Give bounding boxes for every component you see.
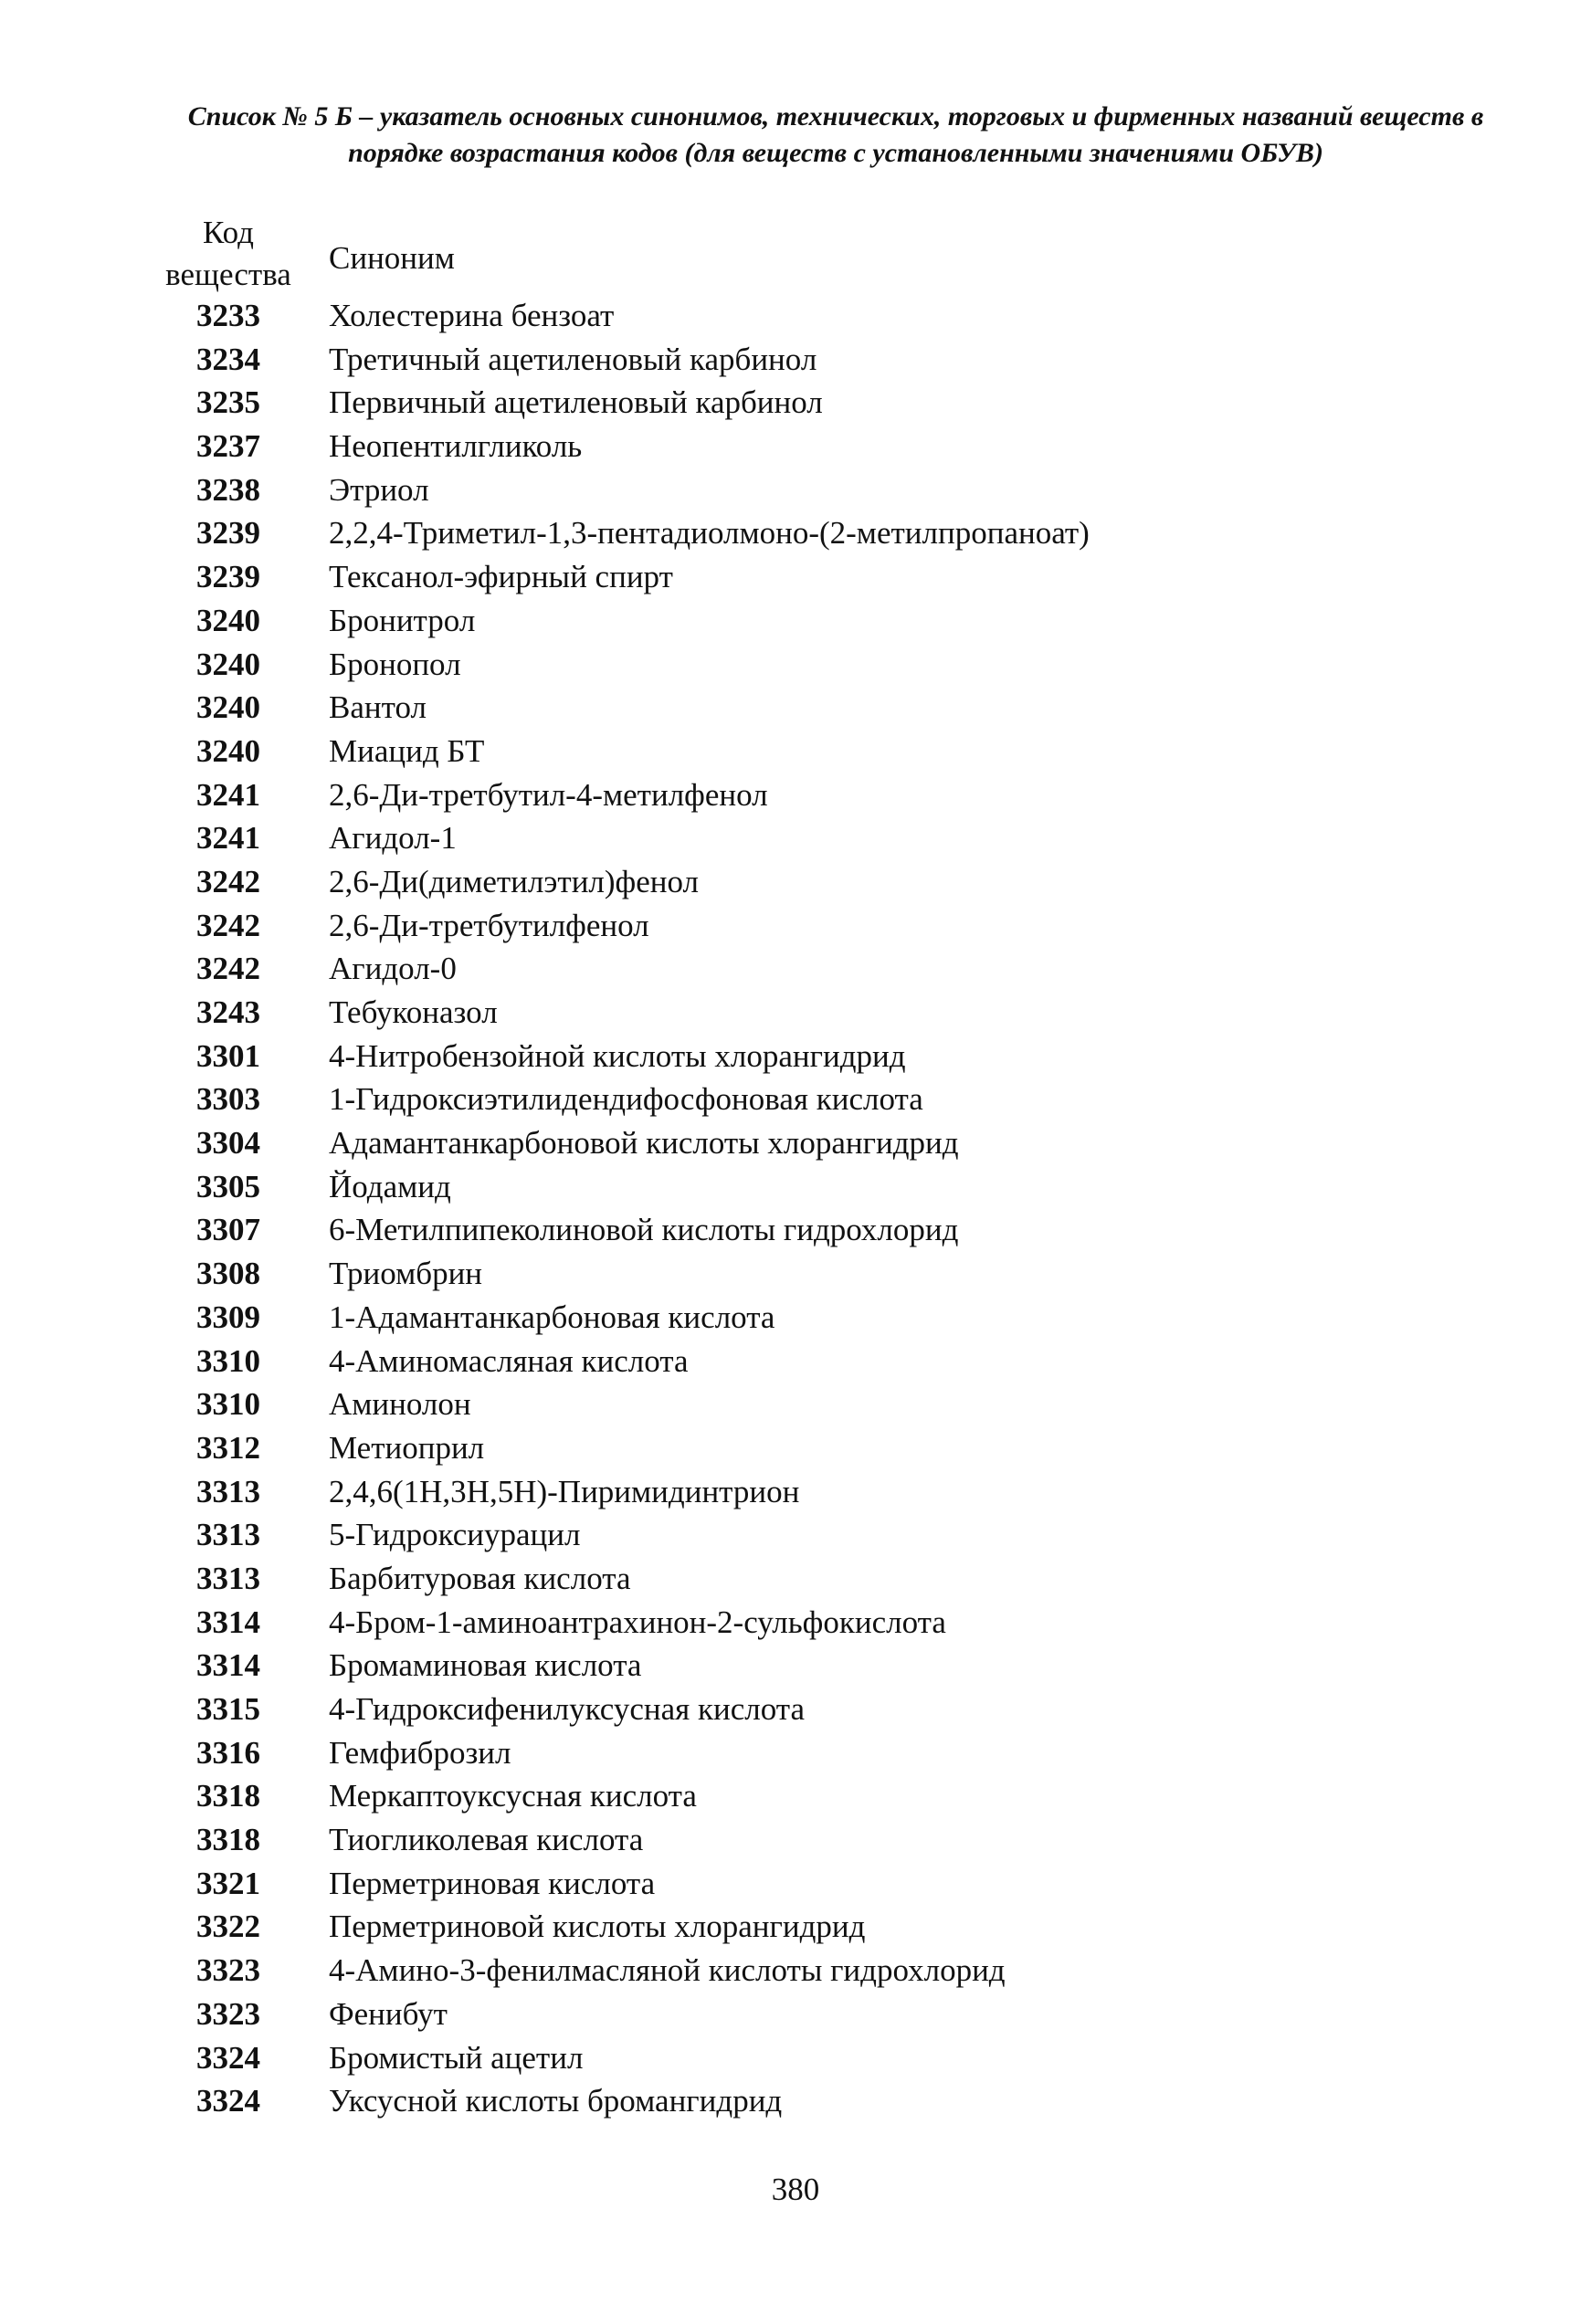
substance-code: 3242	[196, 863, 260, 899]
table-row	[137, 733, 1416, 777]
table-row	[137, 647, 1416, 690]
table-row	[137, 2083, 1416, 2127]
table-row	[137, 1081, 1416, 1125]
page-title	[137, 99, 1534, 172]
table-row	[137, 1212, 1416, 1256]
synonym-name: Бромистый ацетил	[329, 2039, 584, 2076]
synonym-name: Миацид БТ	[329, 732, 485, 769]
table-row	[137, 1952, 1416, 1996]
synonym-name: Аминолон	[329, 1386, 471, 1423]
synonym-name: 2,6-Ди(диметилэтил)фенол	[329, 863, 699, 899]
synonym-name: Первичный ацетиленовый карбинол	[329, 384, 823, 421]
synonym-name: Фенибут	[329, 1995, 448, 2032]
substance-code: 3318	[196, 1778, 260, 1814]
synonym-name: 4-Нитробензойной кислоты хлорангидрид	[329, 1037, 906, 1074]
table-row	[137, 1735, 1416, 1779]
substance-code: 3240	[196, 646, 260, 682]
table-row	[137, 994, 1416, 1038]
table-row	[137, 689, 1416, 733]
synonym-name: 2,6-Ди-третбутилфенол	[329, 907, 649, 943]
table-row	[137, 1430, 1416, 1474]
synonym-name: 2,4,6(1H,3H,5H)-Пиримидинтрион	[329, 1473, 800, 1509]
synonym-name: 4-Амино-3-фенилмасляной кислоты гидрохлорид	[329, 1952, 1006, 1989]
synonym-name: Тиогликолевая кислота	[329, 1822, 644, 1858]
table-row	[137, 603, 1416, 647]
synonym-name: 4-Бром-1-аминоантрахинон-2-сульфокислота	[329, 1604, 946, 1640]
substance-code: 3314	[196, 1604, 260, 1640]
table-row	[137, 384, 1416, 428]
substance-code: 3308	[196, 1256, 260, 1292]
table-row	[137, 1866, 1416, 1909]
substance-code: 3321	[196, 1865, 260, 1901]
synonym-name: Тебуконазол	[329, 994, 498, 1030]
synonym-name: Тексанол-эфирный спирт	[329, 559, 673, 595]
synonym-name: Бронитрол	[329, 602, 476, 638]
synonym-name: 1-Адамантанкарбоновая кислота	[329, 1299, 775, 1335]
substance-code: 3324	[196, 2039, 260, 2076]
synonym-name: Адамантанкарбоновой кислоты хлорангидрид	[329, 1125, 959, 1162]
substance-code: 3316	[196, 1734, 260, 1771]
table-row	[137, 298, 1416, 342]
table-row	[137, 1561, 1416, 1604]
synonym-name: Перметриновая кислота	[329, 1865, 656, 1901]
synonym-name: Перметриновой кислоты хлорангидрид	[329, 1909, 866, 1945]
substance-code: 3324	[196, 2083, 260, 2119]
substance-code: 3309	[196, 1299, 260, 1335]
synonym-table	[137, 298, 1416, 2127]
table-row	[137, 864, 1416, 908]
substance-code: 3238	[196, 471, 260, 508]
table-row	[137, 820, 1416, 864]
table-row	[137, 1299, 1416, 1343]
table-row	[137, 1169, 1416, 1213]
substance-code: 3313	[196, 1517, 260, 1553]
substance-code: 3239	[196, 559, 260, 595]
table-row	[137, 1647, 1416, 1691]
substance-code: 3301	[196, 1037, 260, 1074]
synonym-name: 4-Аминомасляная кислота	[329, 1342, 689, 1379]
synonym-name: Третичный ацетиленовый карбинол	[329, 341, 817, 377]
synonym-name: 5-Гидроксиурацил	[329, 1517, 581, 1553]
substance-code: 3323	[196, 1995, 260, 2032]
substance-code: 3303	[196, 1081, 260, 1118]
synonym-name: Барбитуровая кислота	[329, 1560, 631, 1596]
table-row	[137, 1604, 1416, 1648]
substance-code: 3322	[196, 1909, 260, 1945]
table-row	[137, 1778, 1416, 1822]
table-row	[137, 428, 1416, 472]
page-number: 380	[771, 2172, 820, 2207]
substance-code: 3234	[196, 341, 260, 377]
substance-code: 3307	[196, 1212, 260, 1248]
substance-code: 3318	[196, 1822, 260, 1858]
table-row	[137, 472, 1416, 516]
substance-code: 3242	[196, 951, 260, 987]
table-row	[137, 1125, 1416, 1169]
table-row	[137, 1909, 1416, 1952]
synonym-name: Бромаминовая кислота	[329, 1647, 642, 1684]
synonym-name: 2,2,4-Триметил-1,3-пентадиолмоно-(2-метилпропаноат)	[329, 515, 1090, 552]
synonym-name: Гемфиброзил	[329, 1734, 511, 1771]
synonym-name: 4-Гидроксифенилуксусная кислота	[329, 1691, 806, 1727]
header-code-line-2: вещества	[165, 257, 291, 292]
substance-code: 3240	[196, 732, 260, 769]
synonym-name: Меркаптоуксусная кислота	[329, 1778, 697, 1814]
table-row	[137, 1474, 1416, 1518]
table-row	[137, 342, 1416, 385]
substance-code: 3237	[196, 428, 260, 465]
substance-code: 3323	[196, 1952, 260, 1989]
table-row	[137, 777, 1416, 821]
table-row	[137, 1822, 1416, 1866]
synonym-name: Йодамид	[329, 1168, 451, 1204]
substance-code: 3242	[196, 907, 260, 943]
substance-code: 3240	[196, 689, 260, 726]
header-code	[137, 212, 320, 296]
substance-code: 3239	[196, 515, 260, 552]
table-header	[137, 212, 1324, 303]
table-row	[137, 1386, 1416, 1430]
synonym-name: 1-Гидроксиэтилидендифосфоновая кислота	[329, 1081, 923, 1118]
table-row	[137, 1996, 1416, 2040]
synonym-name: Уксусной кислоты бромангидрид	[329, 2083, 783, 2119]
substance-code: 3235	[196, 384, 260, 421]
synonym-name: Этриол	[329, 471, 429, 508]
synonym-name: Агидол-0	[329, 951, 457, 987]
synonym-name: Бронопол	[329, 646, 461, 682]
synonym-name: Метиоприл	[329, 1429, 485, 1466]
header-code-line-1: Код	[203, 215, 254, 250]
table-row	[137, 515, 1416, 559]
substance-code: 3310	[196, 1386, 260, 1423]
synonym-name: Холестерина бензоат	[329, 298, 615, 333]
table-row	[137, 908, 1416, 952]
table-row	[137, 1517, 1416, 1561]
table-row	[137, 1343, 1416, 1387]
substance-code: 3305	[196, 1168, 260, 1204]
table-row	[137, 1038, 1416, 1082]
synonym-name: Агидол-1	[329, 820, 457, 857]
substance-code: 3241	[196, 776, 260, 813]
substance-code: 3313	[196, 1560, 260, 1596]
substance-code: 3315	[196, 1691, 260, 1727]
substance-code: 3240	[196, 602, 260, 638]
substance-code: 3313	[196, 1473, 260, 1509]
substance-code: 3310	[196, 1342, 260, 1379]
substance-code: 3241	[196, 820, 260, 857]
substance-code: 3314	[196, 1647, 260, 1684]
table-row	[137, 1691, 1416, 1735]
table-row	[137, 2040, 1416, 2084]
synonym-name: Триомбрин	[329, 1256, 483, 1292]
substance-code: 3243	[196, 994, 260, 1030]
title-line-1: Список № 5 Б – указатель основных синонимов, технических, торговых и фирменных названий веществ в	[187, 101, 1484, 131]
title-line-2: порядке возрастания кодов (для веществ с установленными значениями ОБУВ)	[348, 138, 1323, 168]
synonym-name: 2,6-Ди-третбутил-4-метилфенол	[329, 776, 768, 813]
table-row	[137, 951, 1416, 994]
substance-code: 3312	[196, 1429, 260, 1466]
synonym-name: 6-Метилпипеколиновой кислоты гидрохлорид	[329, 1212, 959, 1248]
synonym-name: Вантол	[329, 689, 427, 726]
table-row	[137, 1256, 1416, 1299]
substance-code: 3233	[196, 298, 260, 333]
table-row	[137, 559, 1416, 603]
substance-code: 3304	[196, 1125, 260, 1162]
synonym-name: Неопентилгликоль	[329, 428, 583, 465]
header-synonym: Синоним	[329, 240, 455, 276]
